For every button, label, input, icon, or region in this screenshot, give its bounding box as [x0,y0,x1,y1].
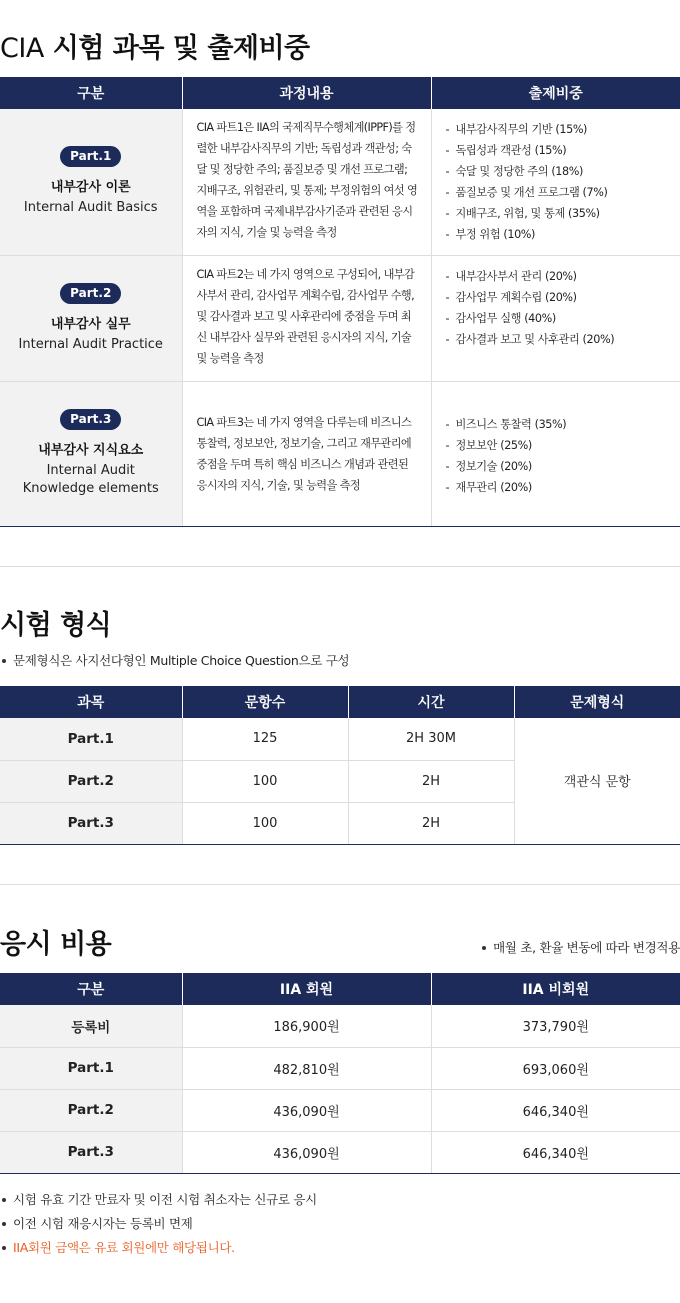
exam-fee-note: 매월 초, 환율 변동에 따라 변경적용 [482,938,680,956]
part-name-ko: 내부감사 이론 [50,180,131,196]
header-subject: 과목 [0,686,182,718]
subjects-table-header [0,77,680,109]
exam-format-table [0,686,680,845]
fee-label: Part.1 [0,1047,182,1089]
list-item: - 내부감사직무의 기반 (15%) [445,123,588,136]
part-cell [0,381,182,526]
exam-subjects-title: CIA 시험 과목 및 출제비중 [0,33,310,64]
section-divider [0,884,680,885]
bullet-icon [2,659,6,663]
nonmember-fee: 693,060원 [431,1047,680,1089]
subjects-table [0,77,680,527]
header-time: 시간 [348,686,514,718]
table-row [0,255,680,381]
table-row [0,1131,680,1173]
part-description: CIA 파트2는 네 가지 영역으로 구성되어, 내부감사부서 관리, 감사업무 계획수립, 감사업무 수행, 및 감사결과 보고 및 사후관리에 중점을 두며 최신 내부감사 실무와 관련된 응시자의 지식, 기술 및 능력을 측정 [182,255,431,381]
part-name-ko: 내부감사 지식요소 [38,443,144,458]
nonmember-fee: 646,340원 [431,1131,680,1173]
table-row [0,381,680,526]
fee-footnote: 시험 유효 기간 만료자 및 이전 시험 취소자는 신규로 응시 [2,1190,317,1208]
exam-format-header [0,686,680,718]
subject-cell: Part.3 [0,802,182,844]
list-item: - 감사업무 계획수립 (20%) [445,290,577,304]
header-nonmember: IIA 비회원 [431,973,680,1005]
part-weights [431,381,680,526]
fee-footnote: 이전 시험 재응시자는 등록비 면제 [2,1214,193,1232]
header-category: 구분 [0,973,182,1005]
member-fee: 436,090원 [182,1089,431,1131]
list-item: - 정보보안 (25%) [445,438,532,452]
bullet-icon [2,1198,6,1202]
nonmember-fee: 646,340원 [431,1089,680,1131]
fee-label: 등록비 [0,1005,182,1047]
header-member: IIA 회원 [182,973,431,1005]
member-fee: 482,810원 [182,1047,431,1089]
table-row [0,1089,680,1131]
count-cell: 100 [182,802,348,844]
part-weights [431,255,680,381]
list-item: - 지배구조, 위험, 및 통제 (35%) [445,207,600,220]
exam-format-title: 시험 형식 [0,610,112,641]
list-item: - 재무관리 (20%) [445,480,532,494]
format-cell: 객관식 문항 [514,718,680,844]
header-format: 문제형식 [514,686,680,718]
header-content: 과정내용 [182,77,431,109]
fee-label: Part.3 [0,1131,182,1173]
part-name-ko: 내부감사 실무 [50,316,131,332]
exam-format-note: 문제형식은 사지선다형인 Multiple Choice Question으로 구성 [2,651,349,669]
list-item: - 독립성과 객관성 (15%) [445,144,567,157]
bullet-icon [2,1246,6,1250]
list-item: - 숙달 및 정당한 주의 (18%) [445,165,583,178]
fee-footnote-highlight: IIA회원 금액은 유료 회원에만 해당됩니다. [2,1238,235,1256]
part-weights [431,109,680,255]
exam-fee-table [0,973,680,1174]
subject-cell: Part.2 [0,760,182,802]
section-divider [0,566,680,567]
table-row [0,109,680,255]
part-name-en: Internal Audit Basics [23,200,158,216]
table-row [0,718,680,760]
table-row [0,1047,680,1089]
header-count: 문항수 [182,686,348,718]
list-item: - 감사결과 보고 및 사후관리 (20%) [445,332,615,346]
part-description: CIA 파트3는 네 가지 영역을 다루는데 비즈니스 통찰력, 정보보안, 정보기술, 그리고 재무관리에 중점을 두며 특히 핵심 비즈니스 개념과 관련된 응시자의 지식, 기술, 및 능력을 측정 [182,381,431,526]
part-badge: Part.1 [60,146,121,167]
list-item: - 내부감사부서 관리 (20%) [445,269,577,283]
list-item: - 감사업무 실행 (40%) [445,311,556,325]
member-fee: 186,900원 [182,1005,431,1047]
part-description: CIA 파트1은 IIA의 국제직무수행체계(IPPF)를 정렬한 내부감사직무의 기반; 독립성과 객관성; 숙달 및 정당한 주의; 품질보증 및 개선 프로그램; 지배구조, 위험관리, 및 통제; 부정위험의 여섯 영역을 포함하며 국제내부감사기준과 관련된 응시자의 지식, 기술 및 능력을 측정 [182,109,431,255]
part-name-en: Internal Audit Practice [18,336,163,352]
bullet-icon [2,1222,6,1226]
count-cell: 125 [182,718,348,760]
table-row [0,1005,680,1047]
time-cell: 2H [348,760,514,802]
list-item: - 정보기술 (20%) [445,459,532,473]
header-weight: 출제비중 [431,77,680,109]
part-cell [0,255,182,381]
fee-label: Part.2 [0,1089,182,1131]
exam-fee-header [0,973,680,1005]
list-item: - 비즈니스 통찰력 (35%) [445,417,567,431]
list-item: - 부정 위험 (10%) [445,228,535,241]
count-cell: 100 [182,760,348,802]
list-item: - 품질보증 및 개선 프로그램 (7%) [445,186,608,199]
header-category: 구분 [0,77,182,109]
member-fee: 436,090원 [182,1131,431,1173]
part-cell [0,109,182,255]
bullet-icon [482,946,486,950]
exam-fee-title: 응시 비용 [0,929,112,960]
part-badge: Part.3 [60,409,121,430]
part-badge: Part.2 [60,283,121,304]
nonmember-fee: 373,790원 [431,1005,680,1047]
time-cell: 2H 30M [348,718,514,760]
subject-cell: Part.1 [0,718,182,760]
time-cell: 2H [348,802,514,844]
part-name-en: Internal Audit Knowledge elements [22,463,159,496]
